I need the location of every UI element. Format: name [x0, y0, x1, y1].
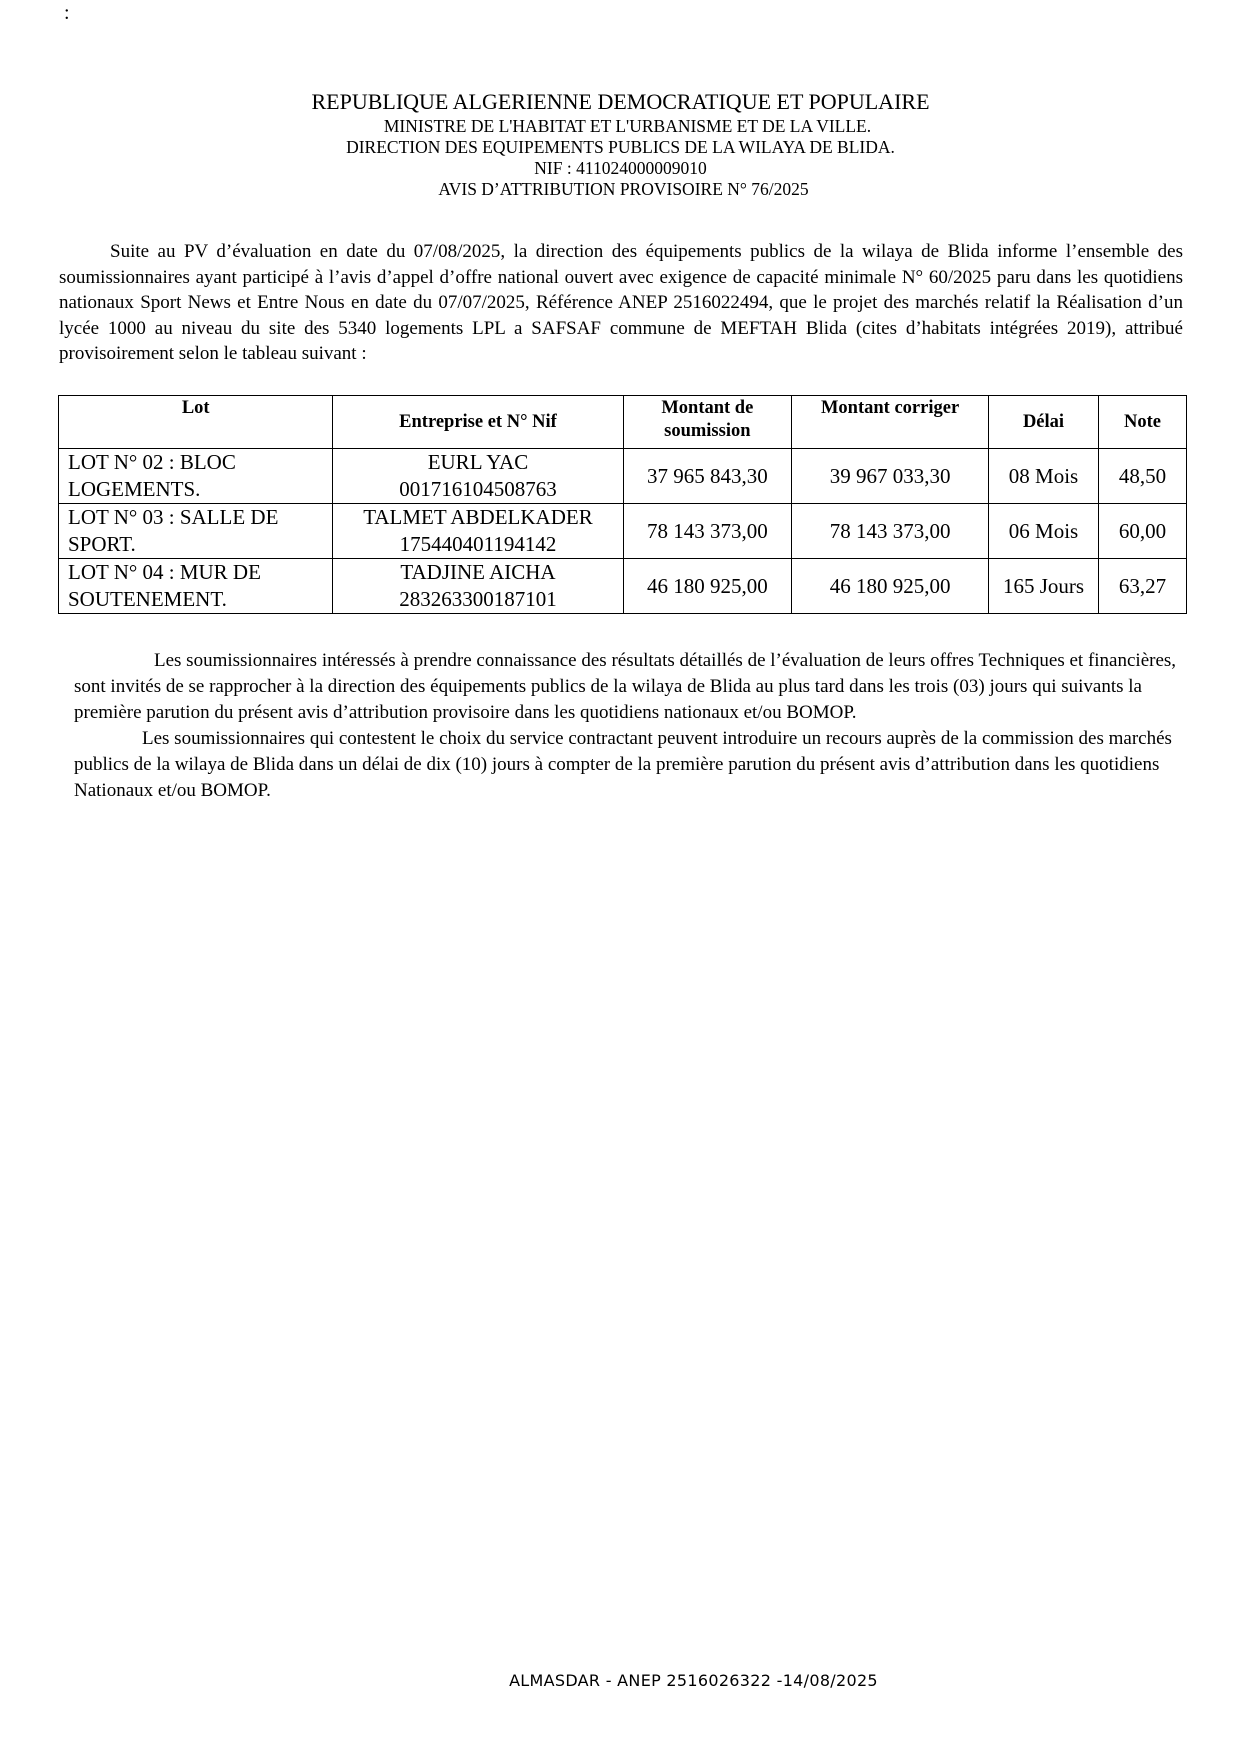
cell-delai: 06 Mois	[989, 504, 1099, 559]
footer-text: ALMASDAR - ANEP 2516026322 -14/08/2025	[509, 1671, 878, 1690]
entreprise-name: EURL YAC	[427, 450, 529, 474]
entreprise-name: TALMET ABDELKADER	[363, 505, 593, 529]
entreprise-nif: 175440401194142	[399, 532, 557, 556]
cell-montant-soumission: 78 143 373,00	[623, 504, 792, 559]
cell-lot: LOT N° 02 : BLOC LOGEMENTS.	[59, 449, 333, 504]
table-row	[59, 504, 1187, 559]
ministry-line: MINISTRE DE L'HABITAT ET L'URBANISME ET DE LA VILLE.	[383, 116, 872, 136]
cell-delai: 08 Mois	[989, 449, 1099, 504]
corner-mark: :	[64, 2, 70, 24]
closing-paragraph-2: Les soumissionnaires qui contestent le choix du service contractant peuvent introduire un recours auprès de la commission des marchés publics de la wilaya de Blida dans un délai de dix (10) jours à compter de la première parution du présent avis d’attribution dans les quotidiens Nationaux et/ou BOMOP.	[74, 728, 1172, 801]
header-entreprise: Entreprise et N° Nif	[333, 396, 623, 449]
attribution-table	[58, 395, 1187, 614]
footer	[0, 1671, 1241, 1690]
direction-line: DIRECTION DES EQUIPEMENTS PUBLICS DE LA WILAYA DE BLIDA.	[346, 137, 895, 157]
cell-entreprise	[333, 504, 623, 559]
closing-section	[74, 648, 1182, 804]
table-header-row	[59, 396, 1187, 449]
entreprise-nif: 001716104508763	[399, 477, 557, 501]
nif-line: NIF : 411024000009010	[534, 158, 707, 178]
cell-entreprise	[333, 449, 623, 504]
cell-lot: LOT N° 04 : MUR DE SOUTENEMENT.	[59, 559, 333, 614]
cell-note: 60,00	[1098, 504, 1186, 559]
header-montant-corriger: Montant corriger	[792, 396, 989, 449]
header-note: Note	[1098, 396, 1186, 449]
cell-entreprise	[333, 559, 623, 614]
cell-note: 63,27	[1098, 559, 1186, 614]
intro-paragraph: Suite au PV d’évaluation en date du 07/08/2025, la direction des équipements publics de la wilaya de Blida informe l’ensemble des soumissionnaires ayant participé à l’avis d’appel d’offre national ouvert avec exigence de capacité minimale N° 60/2025 paru dans les quotidiens nationaux Sport News et Entre Nous en date du 07/07/2025, Référence ANEP 2516022494, que le projet des marchés relatif la Réalisation d’un lycée 1000 au niveau du site des 5340 logements LPL a SAFSAF commune de MEFTAH Blida (cites d’habitats intégrées 2019), attribué provisoirement selon le tableau suivant :	[59, 241, 1183, 364]
cell-montant-corriger: 39 967 033,30	[792, 449, 989, 504]
closing-paragraph-1: Les soumissionnaires intéressés à prendre connaissance des résultats détaillés de l’évaluation de leurs offres Techniques et financières, sont invités de se rapprocher à la direction des équipements publics de la wilaya de Blida au plus tard dans les trois (03) jours qui suivants la première parution du présent avis d’attribution provisoire dans les quotidiens nationaux et/ou BOMOP.	[74, 650, 1177, 723]
cell-note: 48,50	[1098, 449, 1186, 504]
table-row	[59, 559, 1187, 614]
document-header	[0, 88, 1241, 200]
header-delai: Délai	[989, 396, 1099, 449]
notice-title: AVIS D’ATTRIBUTION PROVISOIRE N° 76/2025	[438, 179, 809, 199]
cell-delai: 165 Jours	[989, 559, 1099, 614]
header-lot: Lot	[59, 396, 333, 449]
republic-title: REPUBLIQUE ALGERIENNE DEMOCRATIQUE ET POPULAIRE	[311, 89, 930, 114]
entreprise-nif: 283263300187101	[399, 587, 557, 611]
cell-montant-corriger: 46 180 925,00	[792, 559, 989, 614]
header-montant-soumission: Montant de soumission	[623, 396, 792, 449]
cell-montant-corriger: 78 143 373,00	[792, 504, 989, 559]
cell-montant-soumission: 37 965 843,30	[623, 449, 792, 504]
entreprise-name: TADJINE AICHA	[400, 560, 556, 584]
cell-lot: LOT N° 03 : SALLE DE SPORT.	[59, 504, 333, 559]
table-row	[59, 449, 1187, 504]
cell-montant-soumission: 46 180 925,00	[623, 559, 792, 614]
